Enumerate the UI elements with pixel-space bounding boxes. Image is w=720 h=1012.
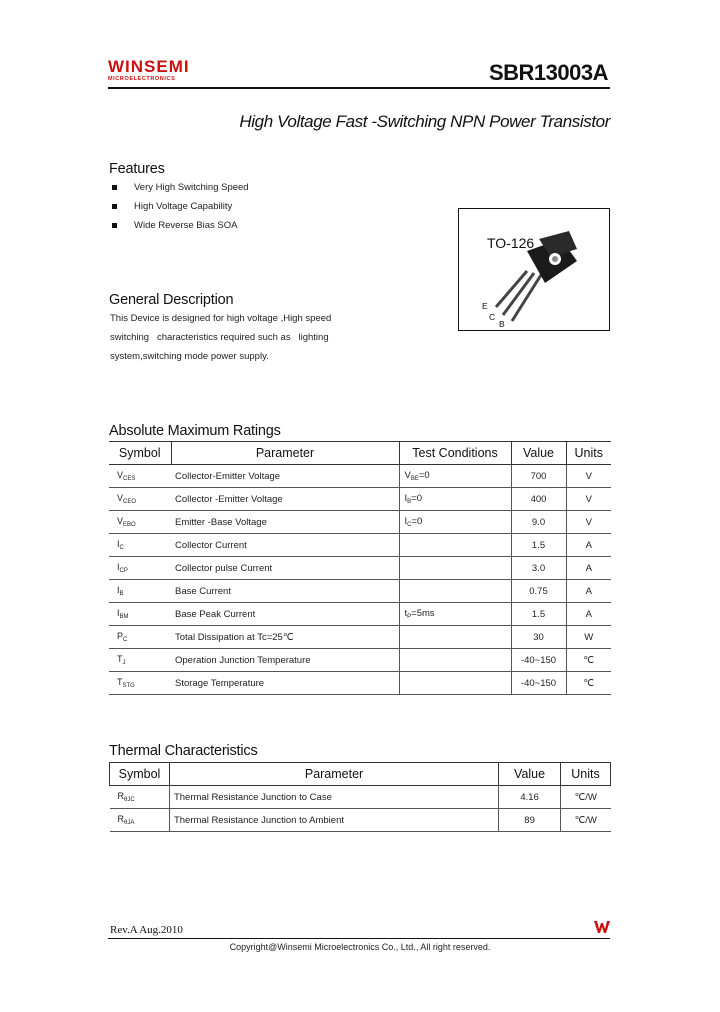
cell-unit [566, 557, 611, 580]
cell-value [511, 649, 566, 672]
unit-text: ℃ [583, 654, 595, 666]
cell-parameter [171, 580, 399, 603]
cell-symbol [109, 626, 171, 649]
cell-unit [566, 649, 611, 672]
feature-item [112, 199, 232, 213]
symbol-sub: CES [123, 476, 136, 482]
unit-text: A [585, 585, 592, 597]
table-row [109, 672, 611, 695]
symbol-sub: B [119, 591, 124, 597]
value-text: 1.5 [531, 539, 546, 551]
condition-sub: P [407, 614, 412, 620]
symbol-main: V [117, 493, 124, 503]
unit-text: W [584, 631, 594, 643]
table-row [109, 626, 611, 649]
thermal-title: Thermal Characteristics [109, 743, 258, 759]
col-parameter: Parameter [169, 763, 498, 786]
symbol-sub: J [122, 660, 126, 666]
col-value: Value [499, 763, 561, 786]
cell-parameter [169, 809, 498, 832]
symbol-main: I [117, 539, 120, 549]
value-text: 4.16 [520, 791, 539, 803]
cell-parameter [171, 557, 399, 580]
pin-label-b: B [499, 319, 505, 329]
unit-text: A [585, 608, 592, 620]
table-header-row [109, 442, 611, 465]
symbol-main: T [117, 654, 123, 664]
condition-sub: B [407, 499, 412, 505]
parameter-text: Collector -Emitter Voltage [175, 493, 283, 505]
bullet-icon [112, 204, 117, 209]
col-units: Units [566, 442, 611, 465]
cell-unit [566, 511, 611, 534]
condition-main: I [404, 493, 408, 504]
table-row [110, 809, 611, 832]
winsemi-w-icon [594, 920, 610, 934]
cell-condition [399, 672, 511, 695]
cell-parameter [171, 534, 399, 557]
cell-symbol [109, 511, 171, 534]
symbol-main: R [117, 791, 124, 801]
cell-condition [399, 603, 511, 626]
value-text: 30 [533, 631, 544, 643]
table-row [109, 649, 611, 672]
winsemi-logo [108, 58, 198, 86]
unit-text: A [585, 562, 592, 574]
value-text: -40~150 [520, 654, 557, 666]
cell-parameter [171, 672, 399, 695]
cell-value [511, 580, 566, 603]
cell-symbol [109, 580, 171, 603]
table-row [109, 465, 611, 488]
col-symbol: Symbol [109, 442, 171, 465]
features-title: Features [109, 161, 165, 177]
value-text: 3.0 [531, 562, 546, 574]
parameter-text: Collector pulse Current [175, 562, 273, 574]
description-line: switching characteristics required such as lighting [110, 332, 329, 343]
condition-rest: =0 [411, 493, 422, 504]
cell-parameter [171, 649, 399, 672]
value-text: 1.5 [531, 608, 546, 620]
part-number: SBR13003A [488, 60, 608, 85]
unit-text: V [585, 493, 592, 505]
cell-symbol [109, 649, 171, 672]
cell-unit [561, 809, 611, 832]
cell-unit [566, 626, 611, 649]
symbol-sub: STG [122, 683, 135, 689]
table-row [110, 786, 611, 809]
symbol-sub: θJA [124, 820, 135, 826]
table-header-row [110, 763, 611, 786]
table-row [109, 488, 611, 511]
cell-symbol [109, 465, 171, 488]
package-label: TO-126 [487, 235, 535, 251]
package-figure [458, 208, 610, 331]
value-text: -40~150 [520, 677, 557, 689]
col-units: Units [561, 763, 611, 786]
cell-unit [566, 534, 611, 557]
unit-text: V [585, 470, 592, 482]
cell-value [511, 557, 566, 580]
cell-value [511, 465, 566, 488]
abs-max-title: Absolute Maximum Ratings [109, 423, 281, 439]
symbol-sub: CP [119, 568, 128, 574]
unit-text: A [585, 539, 592, 551]
cell-unit [566, 672, 611, 695]
cell-symbol [109, 557, 171, 580]
unit-text: V [585, 516, 592, 528]
cell-symbol [109, 488, 171, 511]
cell-parameter [171, 626, 399, 649]
symbol-main: P [117, 631, 124, 641]
cell-symbol [110, 809, 170, 832]
condition-sub: BE [410, 476, 419, 482]
symbol-sub: θJC [124, 797, 135, 803]
condition-rest: =0 [411, 516, 423, 527]
condition-rest: =0 [418, 470, 430, 481]
feature-text: High Voltage Capability [134, 200, 233, 212]
cell-parameter [171, 465, 399, 488]
cell-value [499, 786, 561, 809]
cell-symbol [109, 603, 171, 626]
cell-symbol [109, 534, 171, 557]
feature-text: Very High Switching Speed [134, 181, 249, 193]
col-test-conditions: Test Conditions [399, 442, 511, 465]
cell-value [511, 672, 566, 695]
symbol-sub: C [123, 637, 128, 643]
cell-value [511, 603, 566, 626]
condition-rest: =5ms [411, 608, 435, 619]
parameter-text: Collector-Emitter Voltage [175, 470, 281, 482]
unit-text: ℃/W [574, 814, 597, 826]
cell-condition [399, 649, 511, 672]
description-line: This Device is designed for high voltage ,High speed [110, 313, 332, 324]
feature-text: Wide Reverse Bias SOA [134, 219, 238, 231]
value-text: 400 [530, 493, 547, 505]
cell-parameter [171, 488, 399, 511]
logo-subtext: MICROELECTRONICS [108, 76, 176, 82]
cell-unit [566, 603, 611, 626]
condition-main: I [404, 516, 408, 527]
copyright-text: Copyright@Winsemi Microelectronics Co., Ltd., All right reserved. [229, 942, 491, 952]
feature-item [112, 218, 237, 232]
bullet-icon [112, 223, 117, 228]
symbol-sub: CEO [123, 499, 137, 505]
value-text: 700 [530, 470, 547, 482]
parameter-text: Emitter -Base Voltage [175, 516, 267, 528]
logo-text: WINSEMI [108, 57, 190, 76]
cell-value [511, 488, 566, 511]
cell-condition [399, 626, 511, 649]
table-row [109, 511, 611, 534]
cell-value [511, 511, 566, 534]
pin-label-c: C [489, 312, 496, 322]
cell-unit [566, 580, 611, 603]
cell-unit [566, 465, 611, 488]
condition-main: V [404, 470, 411, 481]
value-text: 9.0 [531, 516, 546, 528]
unit-text: ℃ [583, 677, 595, 689]
description-line: system,switching mode power supply. [110, 351, 269, 362]
unit-text: ℃/W [574, 791, 597, 803]
bullet-icon [112, 185, 117, 190]
value-text: 0.75 [529, 585, 548, 597]
revision-label: Rev.A Aug.2010 [110, 924, 183, 936]
table-row [109, 603, 611, 626]
symbol-sub: EBO [123, 522, 136, 528]
cell-condition [399, 488, 511, 511]
cell-parameter [169, 786, 498, 809]
cell-value [511, 626, 566, 649]
col-value: Value [511, 442, 566, 465]
cell-unit [566, 488, 611, 511]
symbol-main: V [117, 516, 124, 526]
parameter-text: Total Dissipation at Tc=25℃ [175, 631, 294, 643]
table-row [109, 557, 611, 580]
col-symbol: Symbol [110, 763, 170, 786]
table-row [109, 534, 611, 557]
condition-sub: C [407, 522, 412, 528]
pin-label-e: E [482, 301, 488, 311]
feature-item [112, 180, 249, 194]
document-subtitle: High Voltage Fast -Switching NPN Power Transistor [239, 112, 610, 131]
thermal-table [109, 762, 611, 832]
parameter-text: Collector Current [175, 539, 247, 551]
cell-condition [399, 534, 511, 557]
symbol-sub: BM [119, 614, 129, 620]
symbol-sub: C [119, 545, 124, 551]
parameter-text: Base Current [175, 585, 231, 597]
abs-max-table [109, 441, 611, 695]
symbol-main: I [117, 562, 120, 572]
parameter-text: Thermal Resistance Junction to Ambient [173, 814, 344, 826]
cell-value [511, 534, 566, 557]
symbol-main: V [117, 470, 124, 480]
cell-condition [399, 465, 511, 488]
cell-condition [399, 580, 511, 603]
cell-value [499, 809, 561, 832]
symbol-main: R [117, 814, 124, 824]
cell-condition [399, 511, 511, 534]
col-parameter: Parameter [171, 442, 399, 465]
value-text: 89 [524, 814, 535, 826]
cell-unit [561, 786, 611, 809]
to126-drawing [459, 209, 609, 330]
general-description-title: General Description [109, 292, 234, 308]
parameter-text: Base Peak Current [175, 608, 256, 620]
cell-condition [399, 557, 511, 580]
parameter-text: Operation Junction Temperature [175, 654, 311, 666]
parameter-text: Storage Temperature [175, 677, 265, 689]
parameter-text: Thermal Resistance Junction to Case [173, 791, 332, 803]
cell-parameter [171, 511, 399, 534]
footer-divider [108, 938, 610, 939]
table-row [109, 580, 611, 603]
cell-parameter [171, 603, 399, 626]
symbol-main: I [117, 608, 120, 618]
cell-symbol [109, 672, 171, 695]
cell-symbol [110, 786, 170, 809]
symbol-main: I [117, 585, 120, 595]
condition-main: t [404, 608, 408, 619]
symbol-main: T [117, 677, 123, 687]
header-divider [108, 87, 610, 89]
